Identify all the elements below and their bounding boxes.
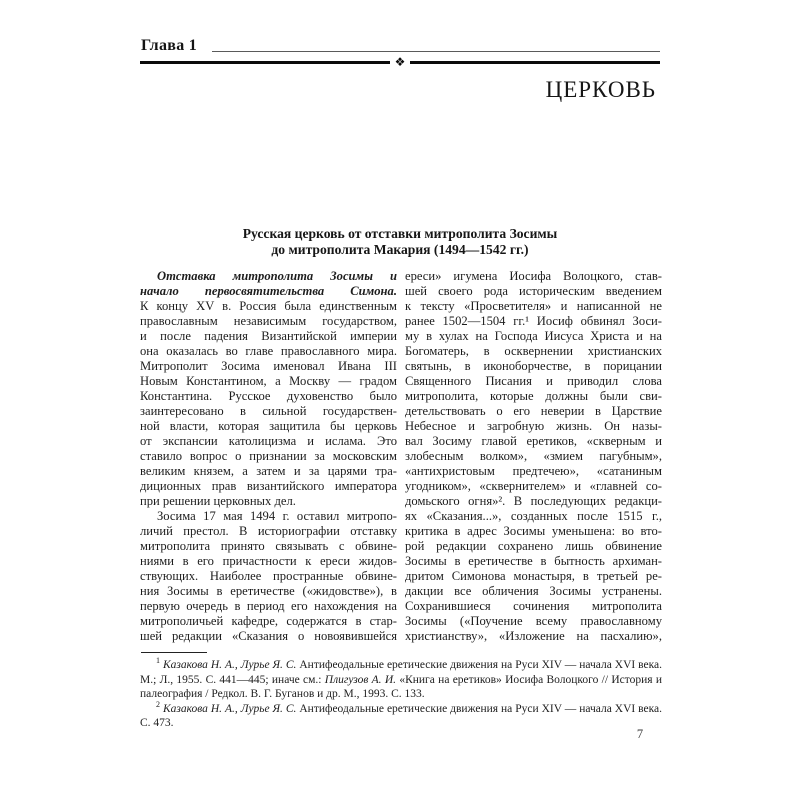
footnote-text: «Книга на еретиков» Иосифа Волоцкого // История и палеография / Редкол. В. Г. Буганов и др. М., 1993. С. 133. — [140, 673, 662, 700]
footnote-marker: 1 — [156, 656, 160, 666]
text-line: ной власти, которая защитила бы церковь — [140, 419, 397, 433]
footnote-text: Антифеодальные еретические движения на Руси XIV — начала XVI века. М.; Л., 1955. С. 441—445; иначе см.: — [140, 659, 663, 686]
article-title-line1: Русская церковь от отставки митрополита Зосимы — [242, 226, 558, 241]
footnote-author: Казакова Н. А., Лурье Я. С. — [162, 702, 297, 715]
text-line: митрополита принято связывать с обвине- — [140, 539, 397, 553]
text-line: к тексту «Просветителя» и написанной не — [405, 299, 662, 313]
footnote — [140, 699, 663, 731]
text-line: Сохранившиеся сочинения митрополита — [405, 599, 662, 613]
text-line: домьского огня»². В последующих редакци- — [405, 494, 662, 508]
footnote-author: Казакова Н. А., Лурье Я. С. — [162, 659, 297, 671]
text-line: Зосимы в еретичестве в бытность архиман- — [405, 554, 662, 568]
footnotes — [140, 658, 662, 731]
text-line: первую очередь в период его нахождения на — [140, 599, 397, 613]
right-column — [405, 269, 662, 644]
header-rule-right-segment — [410, 61, 660, 64]
text-line: дритом Симонова монастыря, в третьей ре- — [405, 569, 662, 583]
text-line: православным независимым государством, — [140, 314, 397, 328]
text-line: критика в адрес Зосимы уменьшена: во вто- — [405, 524, 662, 538]
text-line: и после падения Византийской империи — [140, 329, 397, 343]
text-line: шей своего рода историческим введением — [405, 284, 662, 298]
text-line: святынь, в иконоборчестве, в порицании — [405, 359, 662, 373]
text-line: ствующих. Наиболее пространные обвине- — [140, 569, 397, 583]
footnote-marker: 2 — [156, 699, 160, 709]
text-line: Священного Писания и приводил слова — [405, 374, 662, 388]
text-line: угодником», «сквернителем» и «главней со- — [405, 479, 662, 493]
text-line: му в хулах на Господа Иисуса Христа и на — [405, 329, 662, 343]
text-line: Зосимы («Поучение всему православному — [405, 614, 662, 628]
page-number: 7 — [636, 727, 644, 741]
text-line: митрополита, которые должны были сви- — [405, 389, 662, 403]
footnote-author: Плигузов А. И. — [324, 673, 397, 686]
text-line: она оказалась во главе православного мира. — [140, 344, 397, 358]
text-line: великим князем, а затем и за царями тра- — [140, 464, 397, 478]
left-column — [140, 269, 397, 644]
text-line: «антихристовым предтечею», «сатаниным — [405, 464, 662, 478]
text-line: ставило вопрос о признании за московским — [140, 449, 397, 463]
text-line: детельствовать о его неверии в Царствие — [405, 404, 662, 418]
article-title — [140, 226, 660, 258]
text-line: Небесное и загробную жизнь. Он назы- — [405, 419, 662, 433]
text-line: христианству», «Изложение на пасхалию», — [405, 629, 662, 643]
footnote-text: Антифеодальные еретические движения на Руси XIV — начала XVI века. С. 473. — [140, 702, 663, 729]
text-line: Константина. Русское духовенство было — [140, 389, 397, 403]
section-heading: ЦЕРКОВЬ — [545, 77, 656, 102]
text-line: ереси» игумена Иосифа Волоцкого, став- — [405, 269, 662, 283]
text-line: митрополичьей кафедре, содержатся в стар- — [140, 614, 397, 628]
text-line: злобесным волком», «змием пагубным», — [405, 449, 662, 463]
floral-ornament-icon: ❖ — [394, 55, 406, 69]
text-line: Новым Константином, а Москву — градом — [140, 374, 397, 388]
text-line: начало первосвятительства Симона. — [140, 284, 397, 298]
header-rule-left-segment — [140, 61, 390, 64]
text-line: ях «Сказания...», созданных после 1515 г., — [405, 509, 662, 523]
text-line: Зосима 17 мая 1494 г. оставил митропо- — [157, 509, 397, 523]
text-line: вал Зосиму главой еретиков, «скверным и — [405, 434, 662, 448]
text-line: ния Зосимы в еретичестве («жидовстве»), в — [140, 584, 397, 598]
text-line: от экспансии католицизма и ислама. Это — [140, 434, 397, 448]
text-line: шей редакции «Сказания о новоявившейся — [140, 629, 397, 643]
footnote-separator — [141, 652, 207, 653]
text-line: дакции все обличения Зосимы устранены. — [405, 584, 662, 598]
text-line: при решении церковных дел. — [140, 494, 296, 508]
text-line: Отставка митрополита Зосимы и — [157, 269, 397, 283]
chapter-label: Глава 1 — [141, 37, 198, 54]
text-line: личий престол. В историографии отставку — [140, 524, 397, 538]
article-title-line2: до митрополита Макария (1494—1542 гг.) — [271, 242, 529, 257]
text-line: Богоматерь, в осквернении христианских — [405, 344, 662, 358]
text-line: Митрополит Зосима именовал Ивана III — [140, 359, 397, 373]
text-line: заинтересовано в сильной государствен- — [140, 404, 397, 418]
header-thick-rule — [140, 56, 660, 68]
footnote — [140, 658, 662, 702]
text-line: К концу XV в. Россия была единственным — [140, 299, 397, 313]
text-line: ранее 1502—1504 гг.¹ Иосиф обвинял Зоси- — [405, 314, 662, 328]
text-line: ниями в его причастности к ереси жидов- — [140, 554, 397, 568]
text-line: диционных прав византийского императора — [140, 479, 397, 493]
header-thin-rule — [212, 51, 660, 52]
text-line: рой редакции сохранено лишь обвинение — [405, 539, 662, 553]
